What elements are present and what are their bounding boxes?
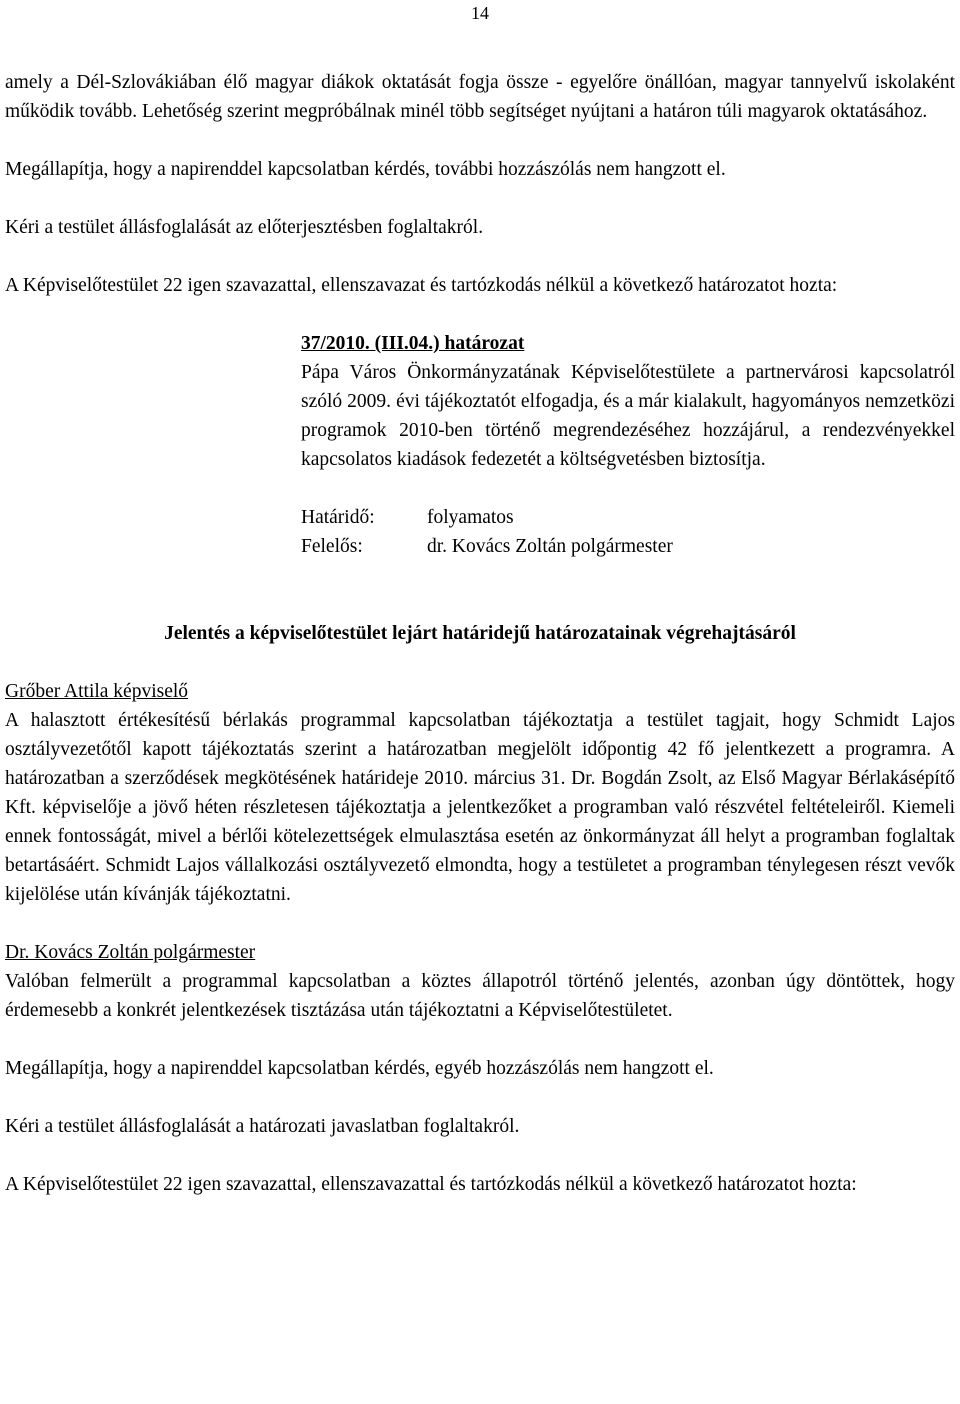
deadline-value: folyamatos bbox=[427, 507, 514, 528]
resolution-block bbox=[301, 329, 955, 561]
speaker-text: Valóban felmerült a programmal kapcsolatban a köztes állapotról történő jelentés, azonban úgy döntöttek, hogy érdemesebb a konkrét jelentkezések tisztázása után tájékoztatni a Képviselőtestületet. bbox=[5, 971, 955, 1021]
section-title: Jelentés a képviselőtestület lejárt határidejű határozatainak végrehajtásáról bbox=[164, 623, 796, 644]
speaker-name: Dr. Kovács Zoltán polgármester bbox=[5, 942, 256, 963]
deadline-row bbox=[301, 503, 955, 561]
speaker-text: A halasztott értékesítésű bérlakás programmal kapcsolatban tájékoztatja a testület tagjait, hogy Schmidt Lajos osztályvezetőtől kapott tájékoztatás szerint a határozatban megjelölt időpontig 42 fő jelentkezett a programra. A határozatban a szerződések megkötésének határideje 2010. március 31. Dr. Bogdán Zsolt, az Első Magyar Bérlakásépítő Kft. képviselője a jövő héten részletesen tájékoztatja a jelentkezőket a programban való részvétel feltételeiről. Kiemeli ennek fontosságát, mivel a bérlői kötelezettségek elmulasztása esetén az önkormányzat áll helyt a programban foglaltak betartásáért. Schmidt Lajos vállalkozási osztályvezető elmondta, hogy a testületet a programban ténylegesen részt vevők kijelölése után kívánják tájékoztatni. bbox=[5, 710, 955, 905]
paragraph: Megállapítja, hogy a napirenddel kapcsolatban kérdés, egyéb hozzászólás nem hangzott el. bbox=[5, 1058, 714, 1079]
document-body bbox=[5, 68, 955, 1199]
paragraph: A Képviselőtestület 22 igen szavazattal, ellenszavazattal és tartózkodás nélkül a következő határozatot hozta: bbox=[5, 1174, 857, 1195]
resolution-title: 37/2010. (III.04.) határozat bbox=[301, 333, 525, 354]
page-number: 14 bbox=[471, 3, 489, 23]
paragraph: A Képviselőtestület 22 igen szavazattal, ellenszavazat és tartózkodás nélkül a következő határozatot hozta: bbox=[5, 275, 838, 296]
responsible-value: dr. Kovács Zoltán polgármester bbox=[427, 536, 673, 557]
resolution-text: Pápa Város Önkormányzatának Képviselőtestülete a partnervárosi kapcsolatról szóló 2009. évi tájékoztatót elfogadja, és a már kialakult, hagyományos nemzetközi programok 2010-ben történő megrendezéséhez hozzájárul, a rendezvényekkel kapcsolatos kiadások fedezetét a költségvetésben biztosítja. bbox=[301, 362, 955, 470]
paragraph: Megállapítja, hogy a napirenddel kapcsolatban kérdés, további hozzászólás nem hangzott el. bbox=[5, 159, 726, 180]
paragraph: Kéri a testület állásfoglalását a határozati javaslatban foglaltakról. bbox=[5, 1116, 520, 1137]
paragraph: Kéri a testület állásfoglalását az előterjesztésben foglaltakról. bbox=[5, 217, 484, 238]
responsible-label: Felelős: bbox=[301, 536, 363, 557]
paragraph: amely a Dél-Szlovákiában élő magyar diákok oktatását fogja össze - egyelőre önállóan, magyar tannyelvű iskolaként működik tovább. Lehetőség szerint megpróbálnak minél több segítséget nyújtani a határon túli magyarok oktatásához. bbox=[5, 72, 955, 122]
deadline-label: Határidő: bbox=[301, 507, 375, 528]
speaker-name: Grőber Attila képviselő bbox=[5, 681, 189, 702]
